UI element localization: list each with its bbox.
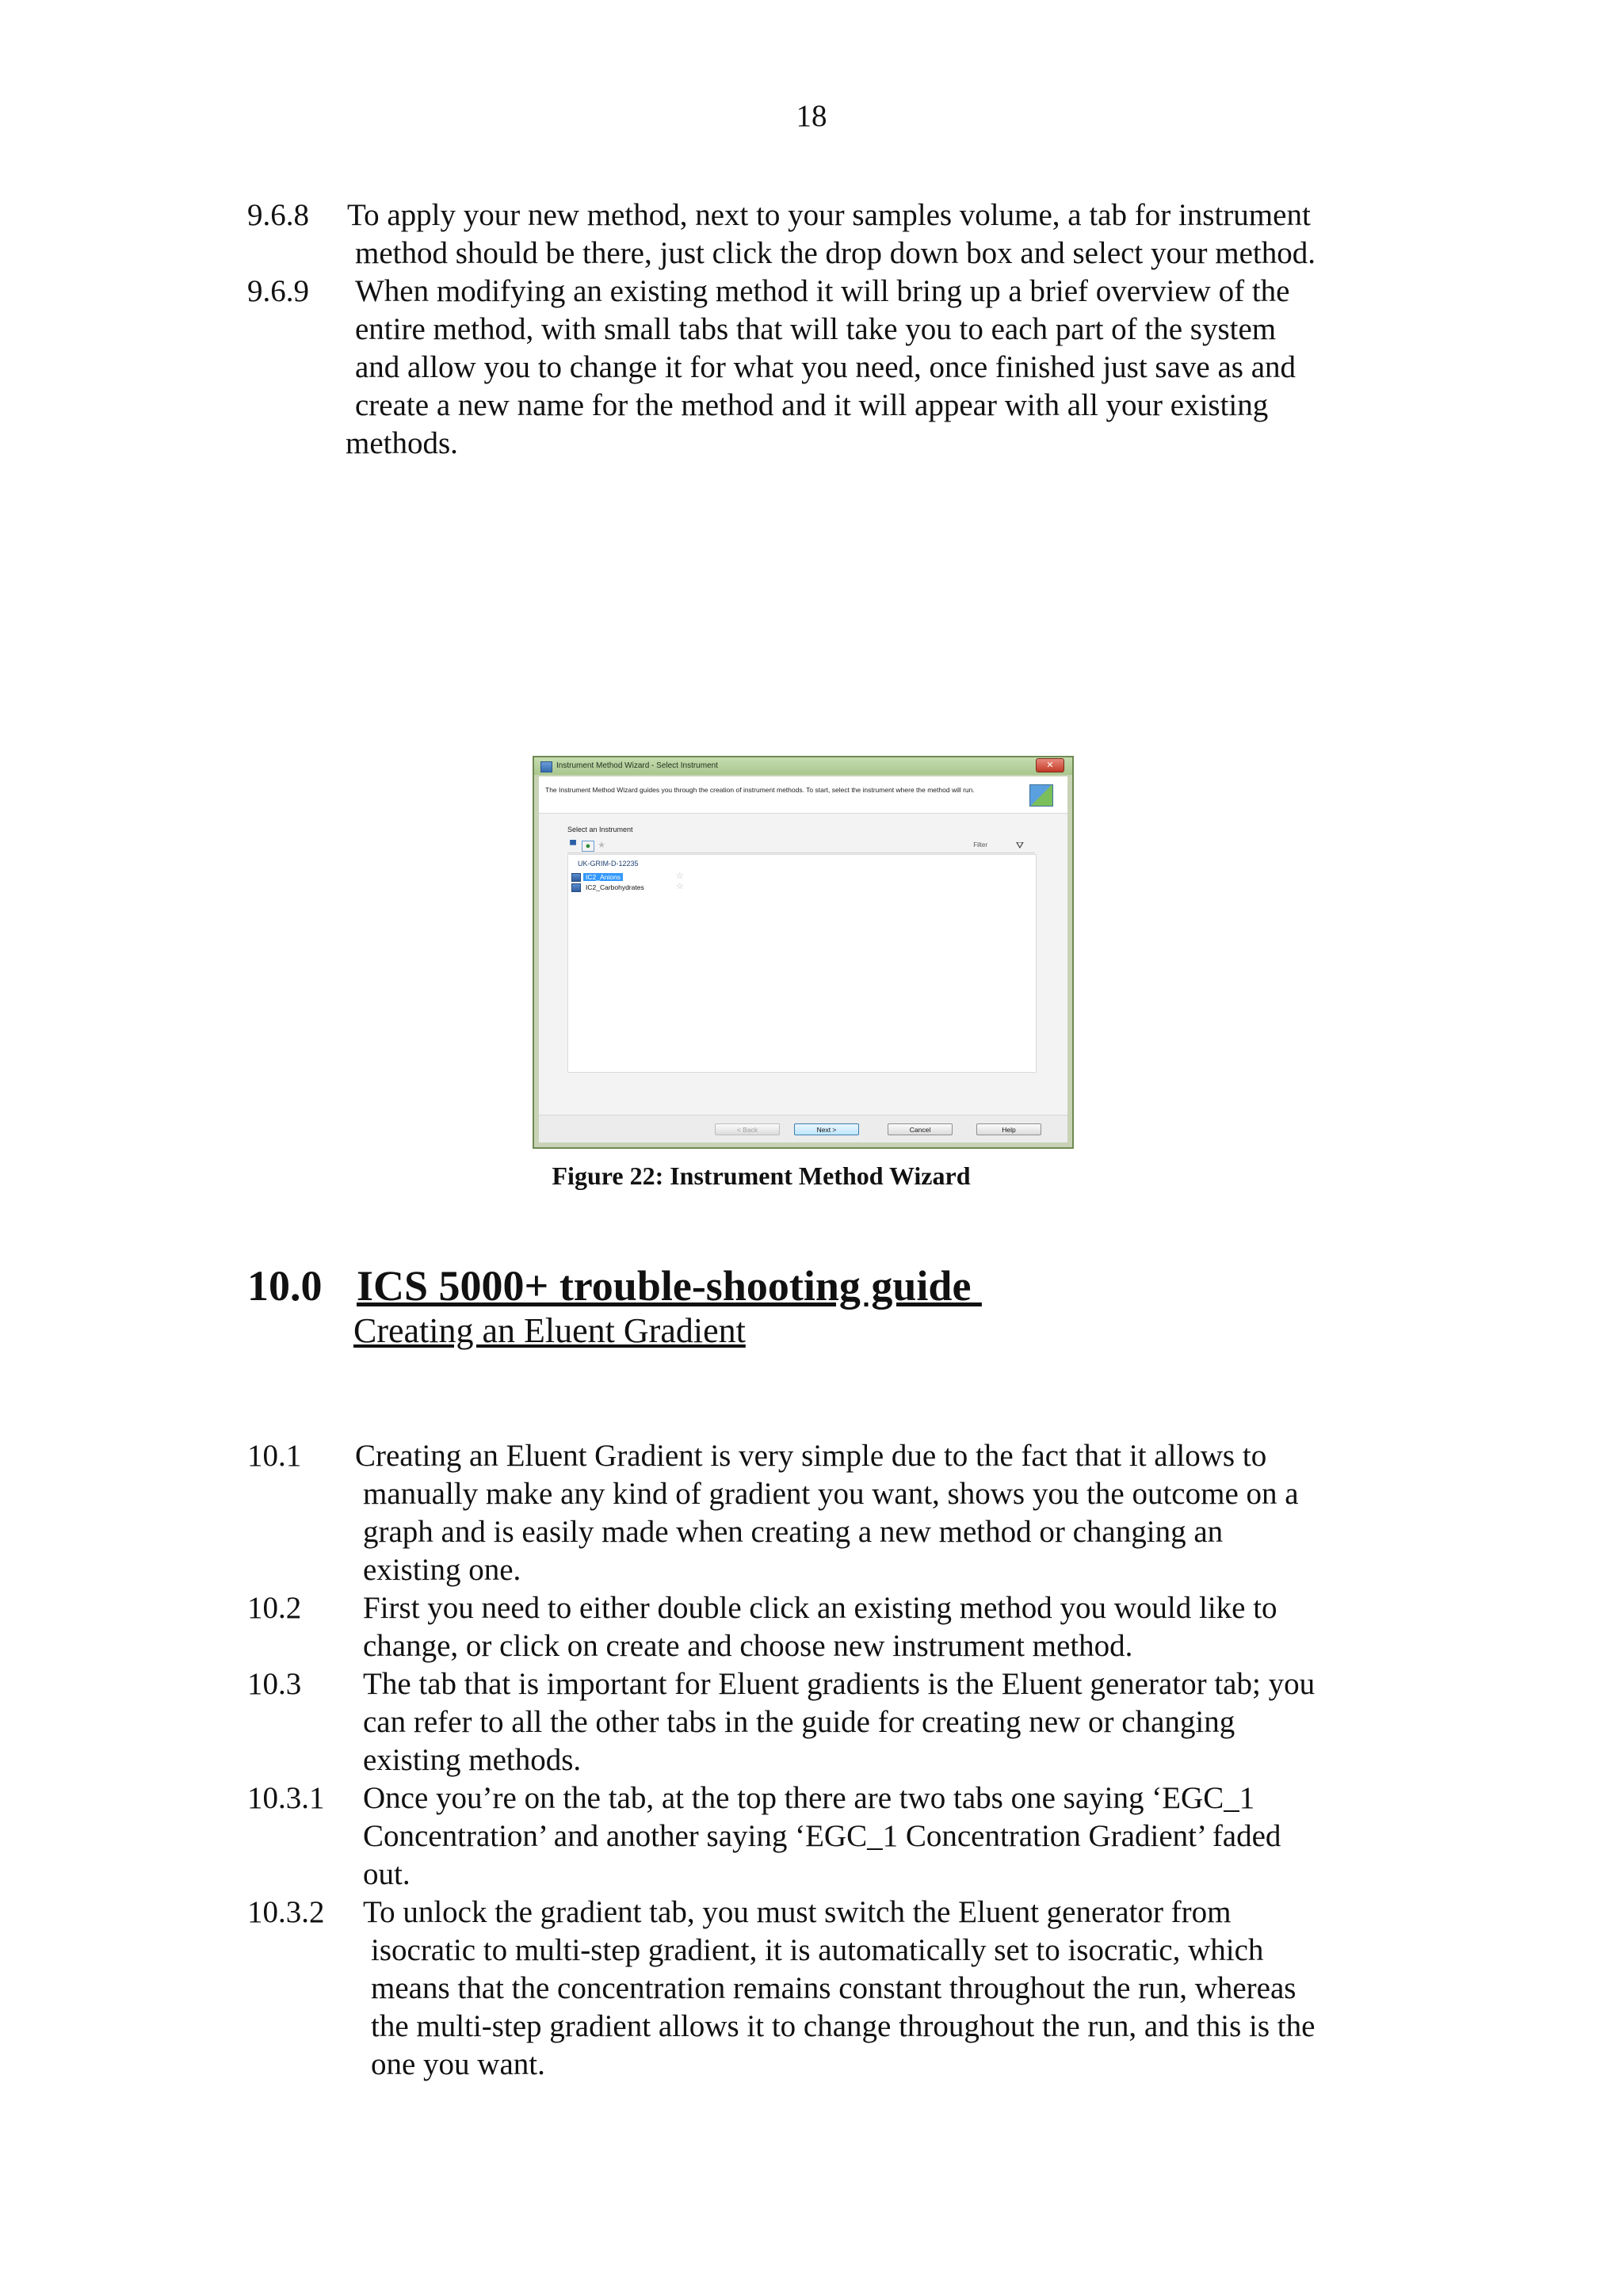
instrument-method-wizard-figure [533, 756, 1074, 1149]
section-number: 10.0 [247, 1262, 323, 1310]
filter-label: Filter [973, 841, 987, 849]
instrument-icon [571, 883, 581, 892]
select-instrument-label: Select an Instrument [567, 826, 633, 833]
window-titlebar [534, 757, 1072, 775]
app-icon [540, 761, 552, 772]
paragraph-line: Creating an Eluent Gradient is very simple due to the fact that it allows to [355, 1439, 1267, 1473]
tree-item-label: IC2_Anions [583, 873, 623, 881]
star-icon[interactable]: ☆ [676, 871, 684, 881]
paragraph-number: 10.3.1 [247, 1781, 325, 1815]
paragraph-line: existing one. [363, 1553, 521, 1587]
paragraph-line: entire method, with small tabs that will take you to each part of the system [355, 312, 1277, 346]
help-button[interactable]: Help [976, 1123, 1041, 1135]
paragraph-line: manually make any kind of gradient you want, shows you the outcome on a [363, 1477, 1299, 1511]
instrument-toolbar [567, 840, 1035, 853]
cancel-button[interactable]: Cancel [888, 1123, 953, 1135]
paragraph-line: method should be there, just click the drop down box and select your method. [355, 236, 1316, 270]
window-title: Instrument Method Wizard - Select Instrument [556, 761, 718, 770]
paragraph-line: existing methods. [363, 1743, 582, 1777]
subsection-title: Creating an Eluent Gradient [353, 1311, 746, 1350]
paragraph-line: and allow you to change it for what you need, once finished just save as and [355, 350, 1296, 384]
close-icon[interactable]: ✕ [1036, 758, 1064, 772]
window-body [539, 776, 1067, 1142]
tree-root[interactable]: UK-GRIM-D-12235 [578, 860, 639, 868]
computer-icon[interactable]: ▀ [570, 841, 576, 850]
wizard-header [539, 776, 1067, 814]
paragraph-line: create a new name for the method and it will appear with all your existing [355, 388, 1269, 422]
next-button[interactable]: Next > [794, 1123, 859, 1135]
section-title: ICS 5000+ trouble-shooting guide [357, 1262, 982, 1310]
paragraph-line: isocratic to multi-step gradient, it is automatically set to isocratic, which [371, 1933, 1264, 1967]
paragraph-line: graph and is easily made when creating a new method or changing an [363, 1515, 1224, 1549]
paragraph-line: First you need to either double click an existing method you would like to [363, 1591, 1277, 1625]
paragraph-number: 10.2 [247, 1591, 302, 1625]
figure-caption: Figure 22: Instrument Method Wizard [552, 1161, 971, 1190]
paragraph-line: To apply your new method, next to your samples volume, a tab for instrument [347, 198, 1311, 232]
wizard-description: The Instrument Method Wizard guides you through the creation of instrument methods. To start, select the instrument where the method will run. [545, 786, 975, 794]
paragraph-number: 10.1 [247, 1439, 302, 1473]
paragraph-line: Once you’re on the tab, at the top there are two tabs one saying ‘EGC_1 [363, 1781, 1255, 1815]
instrument-icon [571, 873, 581, 882]
paragraph-number: 9.6.8 [247, 198, 309, 232]
favorite-star-icon[interactable]: ★ [598, 841, 605, 850]
paragraph-line: Concentration’ and another saying ‘EGC_1 Concentration Gradient’ faded [363, 1819, 1281, 1853]
tree-item-label: IC2_Carbohydrates [586, 883, 644, 891]
wizard-icon [1029, 784, 1053, 807]
paragraph-line: change, or click on create and choose new instrument method. [363, 1629, 1133, 1663]
back-button[interactable]: < Back [715, 1123, 780, 1135]
paragraph-line: out. [363, 1857, 411, 1891]
paragraph-number: 10.3 [247, 1667, 302, 1701]
paragraph-number: 9.6.9 [247, 274, 309, 308]
paragraph-number: 10.3.2 [247, 1895, 325, 1929]
tree-item-ic2-carbohydrates[interactable] [571, 883, 647, 892]
paragraph-line: means that the concentration remains constant throughout the run, whereas [371, 1971, 1296, 2005]
paragraph-line: one you want. [371, 2047, 545, 2081]
network-icon[interactable]: ● [582, 841, 594, 852]
star-icon[interactable]: ☆ [676, 882, 684, 891]
paragraph-line: the multi-step gradient allows it to change throughout the run, and this is the [371, 2009, 1316, 2043]
filter-icon[interactable]: ⛛ [1015, 840, 1024, 851]
paragraph-line: To unlock the gradient tab, you must switch the Eluent generator from [363, 1895, 1232, 1929]
paragraph-line: When modifying an existing method it will bring up a brief overview of the [355, 274, 1290, 308]
wizard-button-bar [539, 1115, 1067, 1142]
instrument-list [567, 854, 1037, 1073]
paragraph-line: can refer to all the other tabs in the guide for creating new or changing [363, 1705, 1235, 1739]
tree-item-ic2-anions[interactable] [571, 872, 623, 882]
page-number: 18 [796, 99, 827, 133]
paragraph-line: methods. [346, 426, 458, 460]
paragraph-line: The tab that is important for Eluent gradients is the Eluent generator tab; you [363, 1667, 1316, 1701]
